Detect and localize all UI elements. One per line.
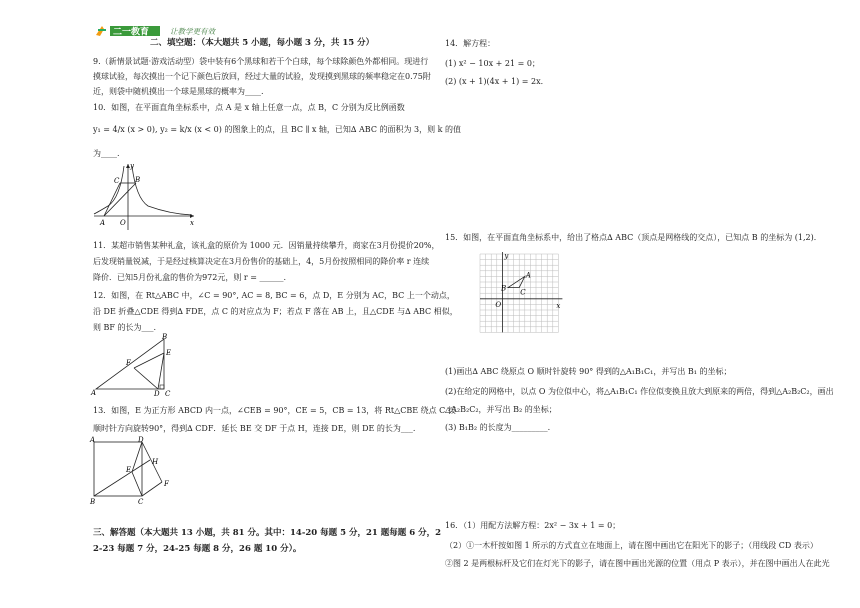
q13-line2: 顺时针方向旋转90°，得到∆ CDF．延长 BE 交 DF 于点 H，连接 DE，则 DE 的长为___. (93, 424, 416, 433)
q11-line1: 11．某超市销售某种礼盒，该礼盒的原价为 1000 元．因销量持续攀升，商家在3月份提价20%， (93, 241, 440, 250)
q12-line3: 则 BF 的长为___. (93, 323, 157, 332)
q10-line3: 为____. (93, 149, 120, 158)
q13-label-a: A (90, 436, 96, 444)
q12-label-c: C (165, 390, 171, 397)
q10-label-o: O (120, 219, 126, 227)
q15-label-o: O (495, 300, 502, 309)
brand-slogan: 让教学更有效 (170, 27, 215, 36)
q9-line2: 摸球试验，每次摸出一个记下颜色后放回，经过大量的试验，发现摸到黑球的频率稳定在0.75附 (93, 72, 431, 81)
q14-part2: (2) (x + 1)(4x + 1) = 2x． (445, 77, 549, 86)
q16-line2: （2）①一木杆按如图 1 所示的方式直立在地面上，请在图中画出它在阳光下的影子；（用线段 CD 表示） (445, 541, 818, 550)
q11-line3: 降价．已知5月份礼盒的售价为972元，则 r = ______. (93, 273, 287, 282)
q10-figure (90, 160, 200, 236)
q9-line3: 近，则袋中随机摸出一个球是黑球的概率为____. (93, 87, 264, 96)
q16-line1: 16．（1）用配方法解方程：2x² − 3x + 1 = 0； (445, 521, 621, 530)
q15-label-x: x (556, 301, 561, 310)
q13-label-h: H (152, 458, 159, 466)
q15-part3: (3) B₁B₂ 的长度为_________. (445, 423, 551, 432)
q12-label-b: B (162, 333, 168, 341)
q10-label-x: x (190, 219, 194, 227)
q13-line1: 13．如图，E 为正方形 ABCD 内一点，∠CEB = 90°，CE = 5，CB = 13，将 Rt△CBE 绕点 C 按 (93, 406, 456, 415)
q9-line1: 9.（新情景试题·游戏活动型）袋中装有6个黑球和若干个白球，每个球除颜色外都相同。现进行 (93, 57, 429, 66)
q12-label-a: A (91, 389, 97, 397)
q13-label-b: B (90, 498, 96, 506)
section2-title: 二、填空题：（本大题共 5 小题，每小题 3 分，共 15 分） (150, 38, 375, 48)
q10-label-c: C (114, 177, 120, 185)
q15-line1: 15．如图，在平面直角坐标系中，给出了格点∆ ABC（顶点是网格线的交点），已知点 B 的坐标为 (1,2)． (445, 233, 822, 242)
q14-part1: (1) x² − 10x + 21 = 0； (445, 59, 540, 68)
brand-name: 二一教育 (113, 27, 150, 38)
q13-figure (88, 436, 180, 510)
q10-line1: 10．如图，在平面直角坐标系中，点 A 是 x 轴上任意一点，点 B，C 分别为反比例函数 (93, 103, 405, 112)
q13-label-e: E (126, 466, 132, 474)
q12-label-e: E (166, 349, 172, 357)
q15-part1: (1)画出∆ ABC 绕原点 O 顺时针旋转 90° 得到的△A₁B₁C₁，并写出 B₁ 的坐标； (445, 367, 732, 376)
section3-line1: 三、解答题（本大题共 13 小题，共 81 分。其中：14-20 每题 5 分，21 题每题 6 分，2 (93, 528, 442, 538)
q15-part2a: (2)在给定的网格中，以点 O 为位似中心，将△A₁B₁C₁ 作位似变换且放大到原来的两倍，得到△A₂B₂C₂，画出 (445, 387, 834, 396)
q15-label-b: B (501, 284, 507, 293)
q10-label-b: B (135, 176, 141, 184)
q12-label-f: F (126, 359, 131, 367)
q15-grid-figure (474, 250, 564, 340)
q13-label-c: C (138, 498, 144, 506)
q15-part2b: △A₂B₂C₂，并写出 B₂ 的坐标； (445, 405, 557, 414)
section3-line2: 2-23 每题 7 分，24-25 每题 8 分，26 题 10 分）。 (93, 544, 302, 554)
q12-line1: 12．如图，在 Rt△ABC 中，∠C = 90°, AC = 8, BC = 6，点 D，E 分别为 AC，BC 上一个动点， (93, 291, 455, 300)
q10-label-a: A (100, 219, 106, 227)
q15-label-a: A (525, 271, 531, 280)
q16-line3: ②图 2 是两根标杆及它们在灯光下的影子，请在图中画出光源的位置（用点 P 表示），并在图中画出人在此光 (445, 559, 830, 568)
q12-figure (90, 333, 180, 401)
q12-line2: 沿 DE 折叠△CDE 得到∆ FDE，点 C 的对应点为 F；若点 F 落在 AB 上，且△CDE 与∆ ABC 相似， (93, 307, 458, 316)
q11-line2: 后发现销量锐减，于是经过核算决定在3月份售价的基础上，4，5月份按照相同的降价率 r 连续 (93, 257, 430, 266)
q12-label-d: D (154, 390, 160, 397)
q10-label-y: y (130, 162, 134, 170)
q15-label-c: C (520, 288, 526, 297)
q13-label-f: F (164, 480, 169, 488)
q13-label-d: D (138, 436, 144, 444)
q10-line2: y₁ = 4/x (x > 0), y₂ = k/x (x < 0) 的图象上的点，且 BC ∥ x 轴，已知∆ ABC 的面积为 3，则 k 的值 (93, 125, 462, 134)
q14-title: 14．解方程： (445, 39, 496, 48)
q15-label-y: y (504, 252, 509, 260)
